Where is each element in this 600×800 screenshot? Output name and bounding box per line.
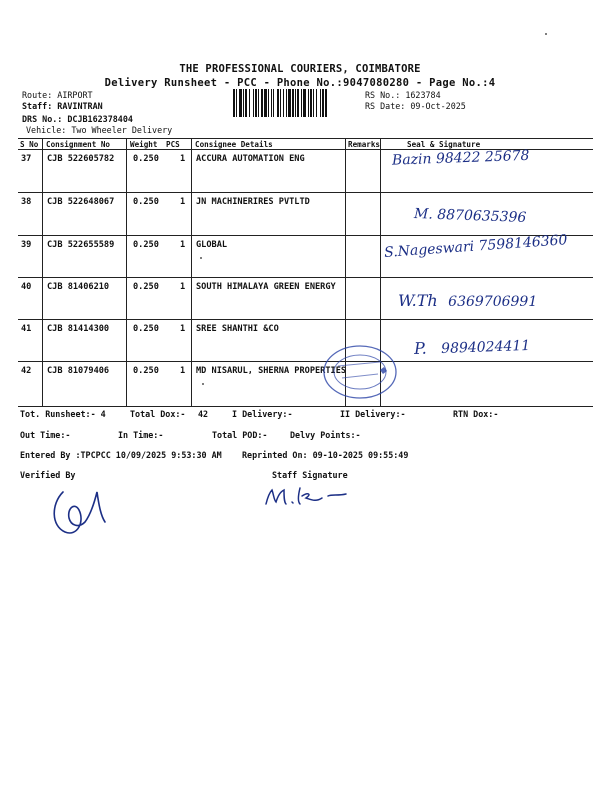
- col-header-seal-signature: Seal & Signature: [407, 140, 481, 149]
- table-top-rule: [18, 138, 593, 139]
- barcode-bar: [249, 89, 250, 117]
- row-rule: [18, 319, 593, 320]
- staff-label: Staff: RAVINTRAN: [22, 101, 103, 111]
- col-divider: [126, 138, 127, 406]
- col-header-pcs: PCS: [166, 140, 180, 149]
- col-divider: [191, 138, 192, 406]
- barcode-bar: [283, 89, 284, 117]
- delvy-points: Delvy Points:-: [290, 430, 361, 440]
- entered-by: Entered By :TPCPCC 10/09/2025 9:53:30 AM: [20, 450, 222, 460]
- barcode-bar: [245, 89, 247, 117]
- stray-mark: [545, 33, 547, 35]
- tot-runsheet: Tot. Runsheet:- 4: [20, 409, 106, 419]
- signature-row-41: [414, 333, 585, 358]
- ii-delivery: II Delivery:-: [340, 409, 406, 419]
- row-pcs: 1: [180, 154, 186, 164]
- barcode-bar: [286, 89, 287, 117]
- row-weight: 0.250: [133, 324, 159, 334]
- row-weight: 0.250: [133, 154, 159, 164]
- col-header-remarks: Remarks: [348, 140, 381, 149]
- row-consignment: CJB 81414300: [47, 324, 110, 334]
- drs-number: DRS No.: DCJB162378404: [22, 114, 133, 124]
- out-time: Out Time:-: [20, 430, 71, 440]
- barcode-bar: [255, 89, 257, 117]
- barcode-bar: [320, 89, 321, 117]
- row-pcs: 1: [180, 366, 186, 376]
- row-consignee: SOUTH HIMALAYA GREEN ENERGY: [196, 282, 336, 292]
- row-weight: 0.250: [133, 282, 159, 292]
- signature-text: 6369706991: [448, 294, 538, 310]
- row-sno: 39: [21, 240, 32, 250]
- col-header-weight: Weight: [130, 140, 158, 149]
- runsheet-subtitle: Delivery Runsheet - PCC - Phone No.:9047080280 - Page No.:4: [104, 77, 496, 89]
- row-consignee: ACCURA AUTOMATION ENG: [196, 154, 305, 164]
- row-rule: [18, 277, 593, 278]
- row-consignment: CJB 522648067: [47, 197, 115, 207]
- verifier-signature: [45, 482, 115, 542]
- barcode-bar: [243, 89, 244, 117]
- row-pcs: 1: [180, 324, 186, 334]
- row-weight: 0.250: [133, 240, 159, 250]
- signature-row-40: [398, 291, 588, 310]
- row-weight: 0.250: [133, 366, 159, 376]
- row-sno: 41: [21, 324, 32, 334]
- barcode-bar: [301, 89, 302, 117]
- barcode-bar: [268, 89, 269, 117]
- barcode-bar: [236, 89, 237, 117]
- row-pcs: 1: [180, 197, 186, 207]
- total-dox-label: Total Dox:-: [130, 409, 186, 419]
- barcode-image: [233, 89, 361, 117]
- row-sno: 38: [21, 197, 32, 207]
- row-consignee: JN MACHINERIRES PVTLTD: [196, 197, 310, 207]
- staff-signature: [262, 482, 354, 512]
- stray-mark: [200, 257, 202, 259]
- barcode-bar: [261, 89, 263, 117]
- i-delivery: I Delivery:-: [232, 409, 293, 419]
- barcode-bar: [280, 89, 281, 117]
- barcode-bar: [277, 89, 279, 117]
- signature-row-38: [414, 206, 584, 228]
- signature-text: S.Nageswari 7598146360: [383, 232, 568, 261]
- row-sno: 37: [21, 154, 32, 164]
- barcode-bar: [325, 89, 327, 117]
- col-header-sno: S No: [20, 140, 39, 149]
- row-sno: 40: [21, 282, 32, 292]
- route-label: Route: AIRPORT: [22, 90, 93, 100]
- barcode-bar: [313, 89, 314, 117]
- barcode-bar: [292, 89, 294, 117]
- barcode-bar: [295, 89, 296, 117]
- row-pcs: 1: [180, 240, 186, 250]
- rs-date: RS Date: 09-Oct-2025: [365, 101, 466, 111]
- reprinted-on: Reprinted On: 09-10-2025 09:55:49: [242, 450, 409, 460]
- row-consignment: CJB 522605782: [47, 154, 115, 164]
- barcode-bar: [273, 89, 274, 117]
- signature-mark: W.Th: [398, 291, 438, 310]
- row-consignment: CJB 81079406: [47, 366, 110, 376]
- row-consignment: CJB 81406210: [47, 282, 110, 292]
- row-rule: [18, 192, 593, 193]
- row-sno: 42: [21, 366, 32, 376]
- in-time: In Time:-: [118, 430, 164, 440]
- row-pcs: 1: [180, 282, 186, 292]
- row-consignment: CJB 522655589: [47, 240, 115, 250]
- signature-text: Bazin 98422 25678: [391, 147, 530, 169]
- barcode-bar: [258, 89, 259, 117]
- total-dox-value: 42: [198, 409, 209, 419]
- barcode-bar: [239, 89, 242, 117]
- seal-stamp: [320, 340, 402, 402]
- barcode-bar: [316, 89, 317, 117]
- rtn-dox: RTN Dox:-: [453, 409, 499, 419]
- staff-signature-label: Staff Signature: [272, 470, 348, 480]
- signature-text: M. 8870635396: [413, 206, 527, 226]
- barcode-bar: [264, 89, 267, 117]
- company-title: THE PROFESSIONAL COURIERS, COIMBATORE: [179, 63, 421, 75]
- signature-mark: P.: [413, 338, 427, 358]
- col-header-consignee: Consignee Details: [195, 140, 273, 149]
- rs-number: RS No.: 1623784: [365, 90, 441, 100]
- signature-row-37: [392, 148, 542, 168]
- row-rule: [18, 361, 593, 362]
- vehicle-label: Vehicle: Two Wheeler Delivery: [26, 125, 173, 135]
- table-bottom-rule: [18, 406, 593, 407]
- row-consignee: MD NISARUL, SHERNA PROPERTIES: [196, 366, 347, 376]
- col-divider: [42, 138, 43, 406]
- verified-by-label: Verified By: [20, 470, 76, 480]
- barcode-bar: [310, 89, 312, 117]
- total-pod: Total POD:-: [212, 430, 268, 440]
- barcode-bar: [297, 89, 299, 117]
- col-header-consignment: Consignment No: [46, 140, 111, 149]
- barcode-bar: [233, 89, 235, 117]
- row-consignee: SREE SHANTHI &CO: [196, 324, 279, 334]
- barcode-bar: [288, 89, 291, 117]
- row-consignee: GLOBAL: [196, 240, 228, 250]
- barcode-bar: [271, 89, 272, 117]
- barcode-bar: [322, 89, 324, 117]
- row-weight: 0.250: [133, 197, 159, 207]
- barcode-bar: [253, 89, 254, 117]
- stray-mark: [202, 383, 204, 385]
- signature-text: 9894024411: [440, 337, 531, 358]
- barcode-bar: [303, 89, 306, 117]
- barcode-bar: [308, 89, 309, 117]
